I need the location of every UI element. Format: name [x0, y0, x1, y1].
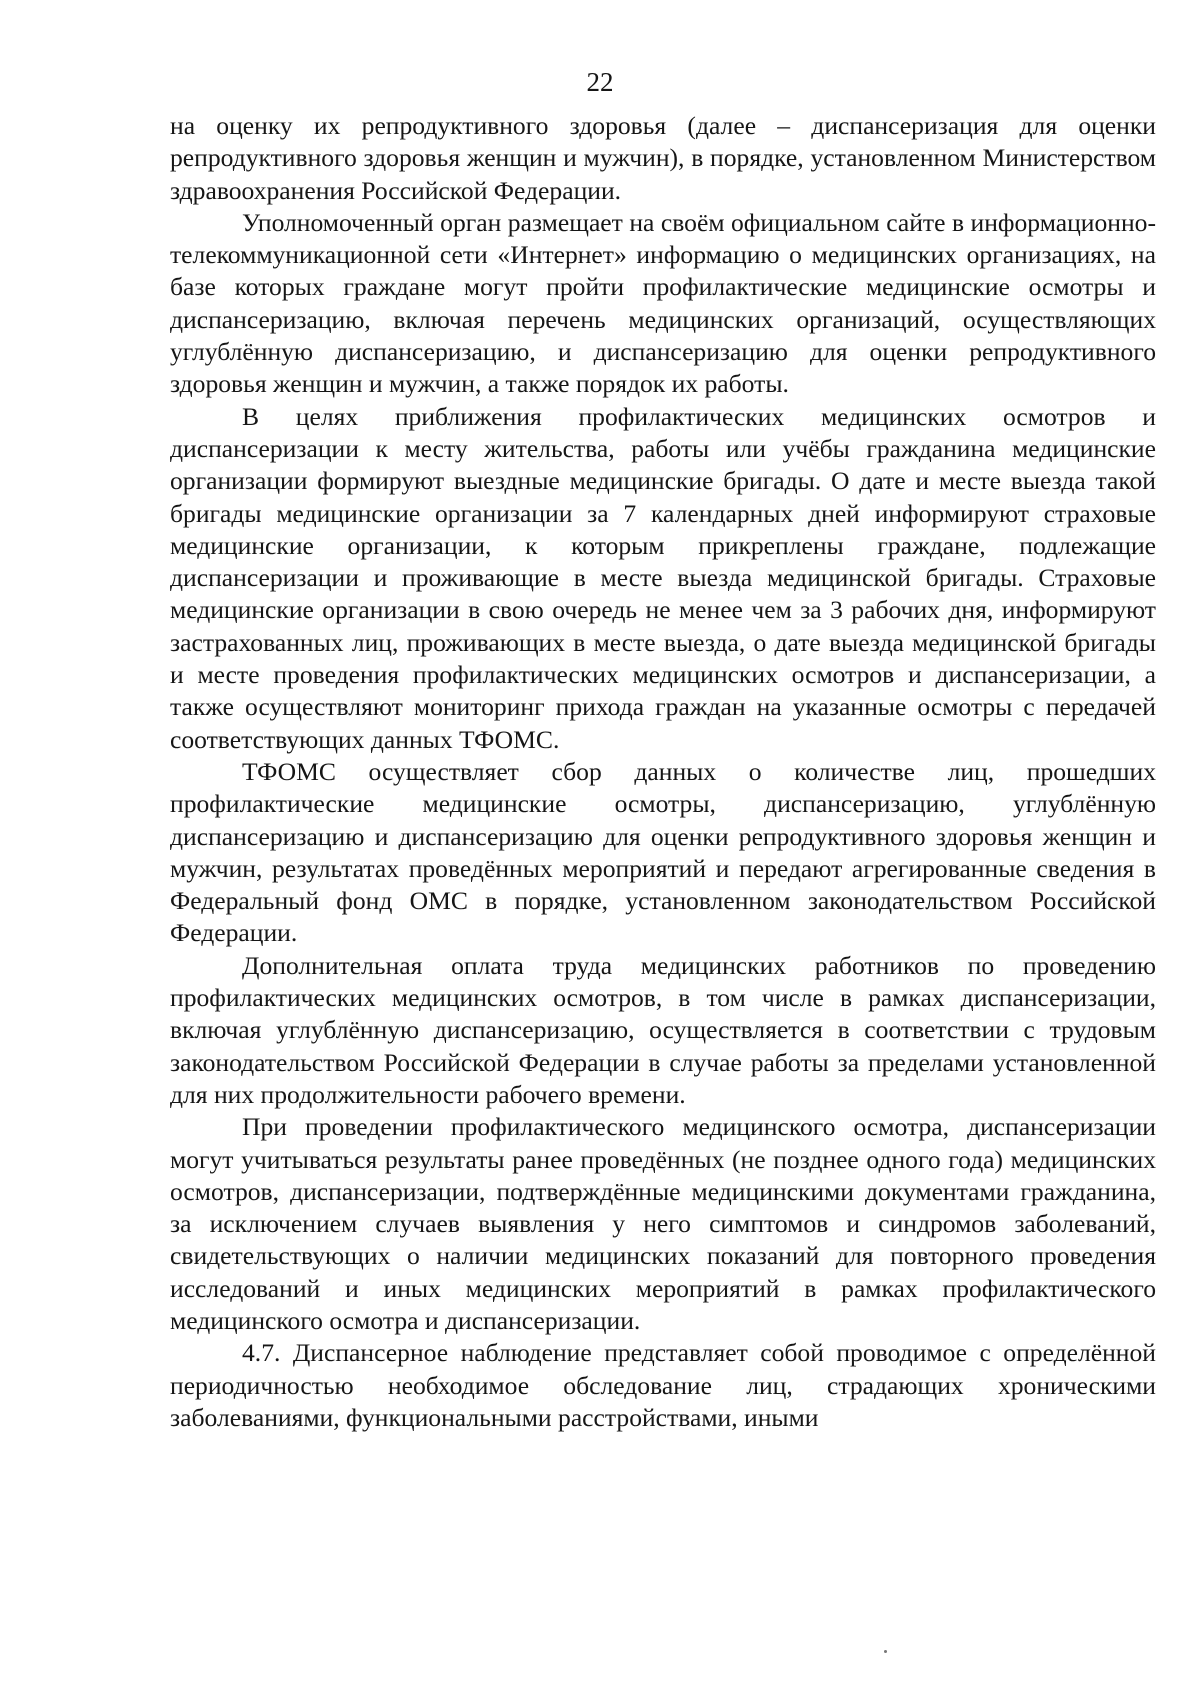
paragraph-additional-pay: Дополнительная оплата труда медицинских работников по проведению профилактических медицинских осмотров, в том числе в рамках диспансеризации, включая углублённую диспансеризацию, осуществляется в соответствии с трудовым законодательством Российской Федерации в случае работы за пределами установленной для них продолжительности рабочего времени. [170, 950, 1156, 1109]
paragraph-previous-results: При проведении профилактического медицинского осмотра, диспансеризации могут учитываться результаты ранее проведённых (не позднее одного года) медицинских осмотров, диспансеризации, подтверждённые медицинскими документами гражданина, за исключением случаев выявления у него симптомов и синдромов заболеваний, свидетельствующих о наличии медицинских показаний для повторного проведения исследований и иных медицинских мероприятий в рамках профилактического медицинского осмотра и диспансеризации. [170, 1112, 1156, 1335]
document-body [170, 110, 1156, 1434]
paragraph-mobile-teams: В целях приближения профилактических медицинских осмотров и диспансеризации к месту жительства, работы или учёбы гражданина медицинские организации формируют выездные медицинские бригады. О дате и месте выезда такой бригады медицинские организации за 7 календарных дней информируют страховые медицинские организации, к которым прикреплены граждане, подлежащие диспансеризации и проживающие в месте выезда медицинской бригады. Страховые медицинские организации в свою очередь не менее чем за 3 рабочих дня, информируют застрахованных лиц, проживающих в месте выезда, о дате выезда медицинской бригады и месте проведения профилактических медицинских осмотров и диспансеризации, а также осуществляют мониторинг прихода граждан на указанные осмотры с передачей соответствующих данных ТФОМС. [170, 401, 1156, 754]
paragraph-authorized-body: Уполномоченный орган размещает на своём официальном сайте в информационно-телекоммуникационной сети «Интернет» информацию о медицинских организациях, на базе которых граждане могут пройти профилактические медицинские осмотры и диспансеризацию, включая перечень медицинских организаций, осуществляющих углублённую диспансеризацию, и диспансеризацию для оценки репродуктивного здоровья женщин и мужчин, а также порядок их работы. [170, 207, 1156, 399]
paragraph-continuation: на оценку их репродуктивного здоровья (далее – диспансеризация для оценки репродуктивного здоровья женщин и мужчин), в порядке, установленном Министерством здравоохранения Российской Федерации. [170, 111, 1156, 205]
scan-speck [884, 1650, 887, 1653]
paragraph-tfoms: ТФОМС осуществляет сбор данных о количестве лиц, прошедших профилактические медицинские осмотры, диспансеризацию, углублённую диспансеризацию и диспансеризацию для оценки репродуктивного здоровья женщин и мужчин, результатах проведённых мероприятий и передают агрегированные сведения в Федеральный фонд ОМС в порядке, установленном законодательством Российской Федерации. [170, 756, 1156, 948]
paragraph-section-4-7: 4.7. Диспансерное наблюдение представляет собой проводимое с определённой периодичностью необходимое обследование лиц, страдающих хроническими заболеваниями, функциональными расстройствами, иными [170, 1338, 1156, 1432]
page-number: 22 [586, 67, 614, 97]
